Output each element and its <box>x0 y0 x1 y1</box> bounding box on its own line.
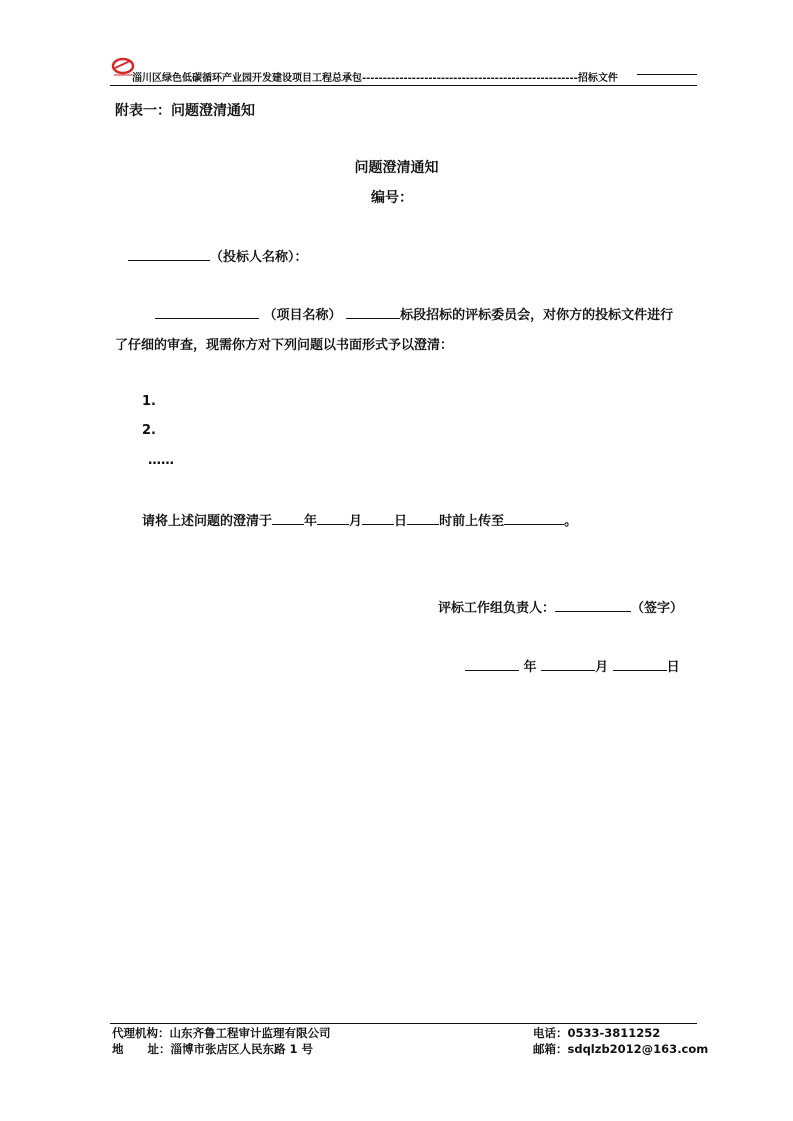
list-item: 2. <box>142 423 156 438</box>
year-blank <box>272 512 304 525</box>
signature-note: （签字） <box>631 601 684 616</box>
year-label: 年 <box>304 514 318 529</box>
date-day-blank <box>613 658 667 671</box>
deadline-line <box>142 510 577 529</box>
lot-blank <box>346 306 400 319</box>
hour-label: 时前上传至 <box>439 514 505 529</box>
notice-number-label: 编号： <box>371 190 413 206</box>
addressee-suffix: （投标人名称）： <box>210 250 308 265</box>
hour-blank <box>407 512 439 525</box>
header-title: 淄川区绿色低碳循环产业园开发建设项目工程总承包----------------------------------------------------招标文件 <box>132 73 618 84</box>
upload-target-blank <box>504 512 564 525</box>
notice-title: 问题澄清通知 <box>354 160 439 176</box>
month-label: 月 <box>349 514 363 529</box>
footer-email: 邮箱：sdqlzb2012@163.com <box>533 1042 709 1056</box>
date-month-blank <box>541 658 595 671</box>
date-year-label: 年 <box>523 660 537 675</box>
footer-phone: 电话：0533-3811252 <box>533 1026 661 1040</box>
signature-blank <box>555 599 631 612</box>
list-item: 1. <box>142 394 156 409</box>
date-year-blank <box>465 658 519 671</box>
date-day-label: 日 <box>666 660 680 675</box>
day-blank <box>362 512 394 525</box>
list-item: …… <box>148 453 174 468</box>
bidder-name-blank <box>128 248 210 261</box>
signature-label: 评标工作组负责人： <box>438 601 556 616</box>
footer-address: 地 址：淄博市张店区人民东路 1 号 <box>112 1042 314 1056</box>
header-rule <box>110 85 697 86</box>
footer-agency: 代理机构：山东齐鲁工程审计监理有限公司 <box>112 1026 331 1040</box>
project-name-label: （项目名称） <box>263 308 342 323</box>
deadline-end: 。 <box>564 514 578 529</box>
day-label: 日 <box>394 514 408 529</box>
deadline-prefix: 请将上述问题的澄清于 <box>142 514 273 529</box>
footer-rule <box>110 1023 697 1024</box>
month-blank <box>317 512 349 525</box>
paragraph-text-2: 了仔细的审查，现需你方对下列问题以书面形式予以澄清： <box>115 338 454 353</box>
annex-title: 附表一：问题澄清通知 <box>115 103 255 119</box>
paragraph-text-1: 标段招标的评标委员会，对你方的投标文件进行 <box>400 308 674 323</box>
header-short-rule <box>637 74 697 75</box>
date-month-label: 月 <box>595 660 609 675</box>
date-line <box>465 656 680 675</box>
project-name-blank <box>155 306 259 319</box>
addressee-line <box>128 246 308 265</box>
signature-line <box>438 597 683 616</box>
paragraph-line-1 <box>155 304 673 323</box>
